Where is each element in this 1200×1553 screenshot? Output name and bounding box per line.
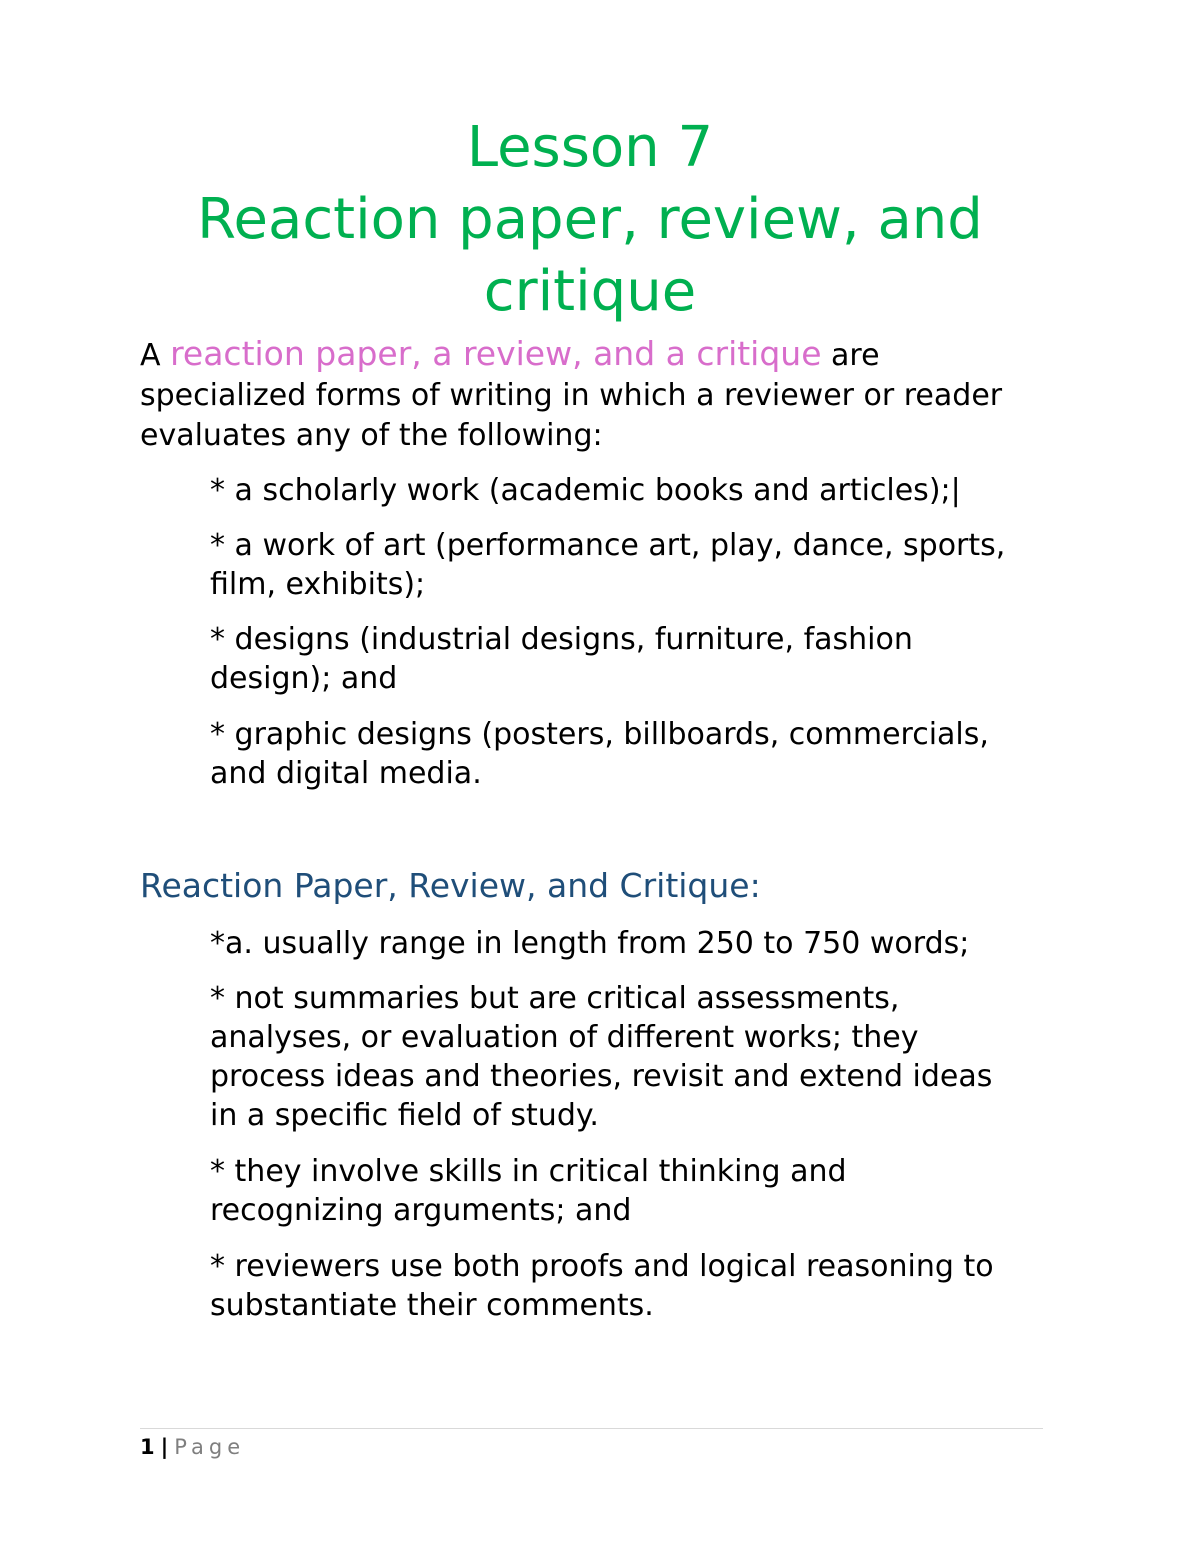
list-item-line: *a. usually range in length from 250 to 750 words; xyxy=(210,926,970,961)
title-line-2: Reaction paper, review, and xyxy=(197,187,983,252)
intro-line-3: evaluates any of the following: xyxy=(140,418,603,453)
title-line-3: critique xyxy=(483,259,697,324)
list-item-line: process ideas and theories, revisit and extend ideas xyxy=(210,1059,993,1094)
page-number: 1 xyxy=(140,1435,155,1459)
list-item-line: * designs (industrial designs, furniture, fashion xyxy=(210,622,913,657)
list-item-line: film, exhibits); xyxy=(210,567,426,602)
list-item-line: * they involve skills in critical thinking and xyxy=(210,1154,847,1189)
intro-prefix: A xyxy=(140,338,171,373)
list-item-line: * reviewers use both proofs and logical reasoning to xyxy=(210,1249,994,1284)
footer-divider xyxy=(140,1428,1043,1429)
list-item-line: * a work of art (performance art, play, dance, sports, xyxy=(210,528,1006,563)
list-item xyxy=(210,1152,1070,1230)
intro-suffix: are xyxy=(821,338,880,373)
list-item-line: substantiate their comments. xyxy=(210,1288,654,1323)
list-item-line: analyses, or evaluation of different works; they xyxy=(210,1020,919,1055)
list-item xyxy=(210,715,1070,793)
list-item-line: design); and xyxy=(210,661,398,696)
list-item xyxy=(210,620,1070,698)
section-heading: Reaction Paper, Review, and Critique: xyxy=(140,866,761,905)
list-item-line: * a scholarly work (academic books and articles);| xyxy=(210,473,961,508)
title-line-1: Lesson 7 xyxy=(466,115,714,180)
intro-paragraph xyxy=(140,334,1060,456)
list-item-line: * not summaries but are critical assessments, xyxy=(210,981,900,1016)
list-item xyxy=(210,526,1070,604)
page-footer xyxy=(140,1433,245,1461)
list-item-line: and digital media. xyxy=(210,756,482,791)
page-label: Page xyxy=(174,1435,246,1459)
list-item-line: in a specific field of study. xyxy=(210,1098,599,1133)
intro-highlight: reaction paper, a review, and a critique xyxy=(170,334,822,373)
list-item xyxy=(210,979,1070,1135)
intro-line-2: specialized forms of writing in which a reviewer or reader xyxy=(140,378,1003,413)
list-item-line: * graphic designs (posters, billboards, commercials, xyxy=(210,717,989,752)
list-item xyxy=(210,924,1070,963)
footer-separator: | xyxy=(160,1435,169,1459)
list-item xyxy=(210,1247,1070,1325)
intro-line-1 xyxy=(140,334,1060,376)
list-item xyxy=(210,471,1070,510)
list-item-line: recognizing arguments; and xyxy=(210,1193,632,1228)
